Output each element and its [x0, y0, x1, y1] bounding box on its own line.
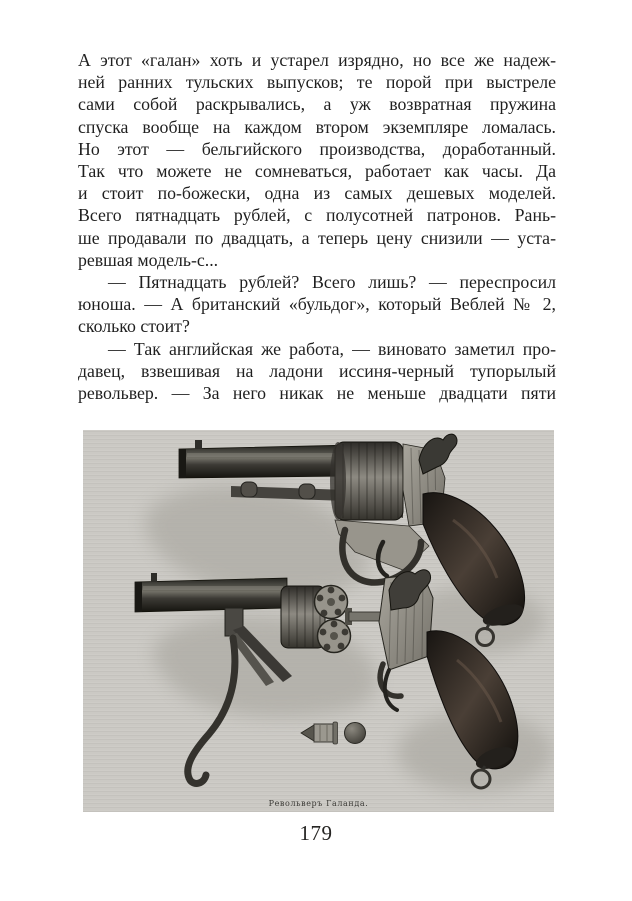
text-line: спуска вообще на каждом втором экземпляре ломалась.	[78, 116, 556, 137]
bullet-drawing	[345, 723, 366, 744]
body-text	[78, 49, 556, 404]
text-line: ше продавали по двадцать, а теперь цену снизили — уста-	[78, 227, 556, 248]
text-line: Так что можете не сомневаться, работает как часы. Да	[78, 161, 556, 182]
text-line: Но этот — бельгийского производства, доработанный.	[78, 138, 556, 159]
text-line: ней ранних тульских выпусков; те порой при выстреле	[78, 72, 556, 93]
text-line: сами собой раскрывались, а уж возвратная пружина	[78, 94, 556, 115]
revolver-illustration	[83, 430, 554, 812]
cartridge-drawing	[301, 722, 338, 744]
text-line: Всего пятнадцать рублей, с полусотней патронов. Рань-	[78, 205, 556, 226]
text-line: сколько стоит?	[78, 316, 190, 337]
text-line: — Пятнадцать рублей? Всего лишь? — переспросил	[108, 272, 556, 293]
text-line: юноша. — А британский «бульдог», который Веблей № 2,	[78, 294, 556, 315]
text-line: револьвер. — За него никак не меньше двадцати пяти	[78, 383, 556, 404]
revolver-engraving-svg	[83, 430, 554, 812]
page-number: 179	[299, 821, 333, 845]
text-line: — Так английская же работа, — виновато заметил про-	[108, 338, 556, 359]
illustration-caption: Револьверъ Галанда.	[268, 799, 369, 808]
text-line: А этот «галан» хоть и устарел изрядно, но все же надеж-	[78, 50, 556, 70]
text-line: давец, взвешивая на ладони иссиня-черный тупорылый	[78, 360, 556, 381]
text-line: и стоит по-божески, одна из самых дешевых моделей.	[78, 183, 556, 204]
text-line: ревшая модель-с...	[78, 249, 219, 270]
